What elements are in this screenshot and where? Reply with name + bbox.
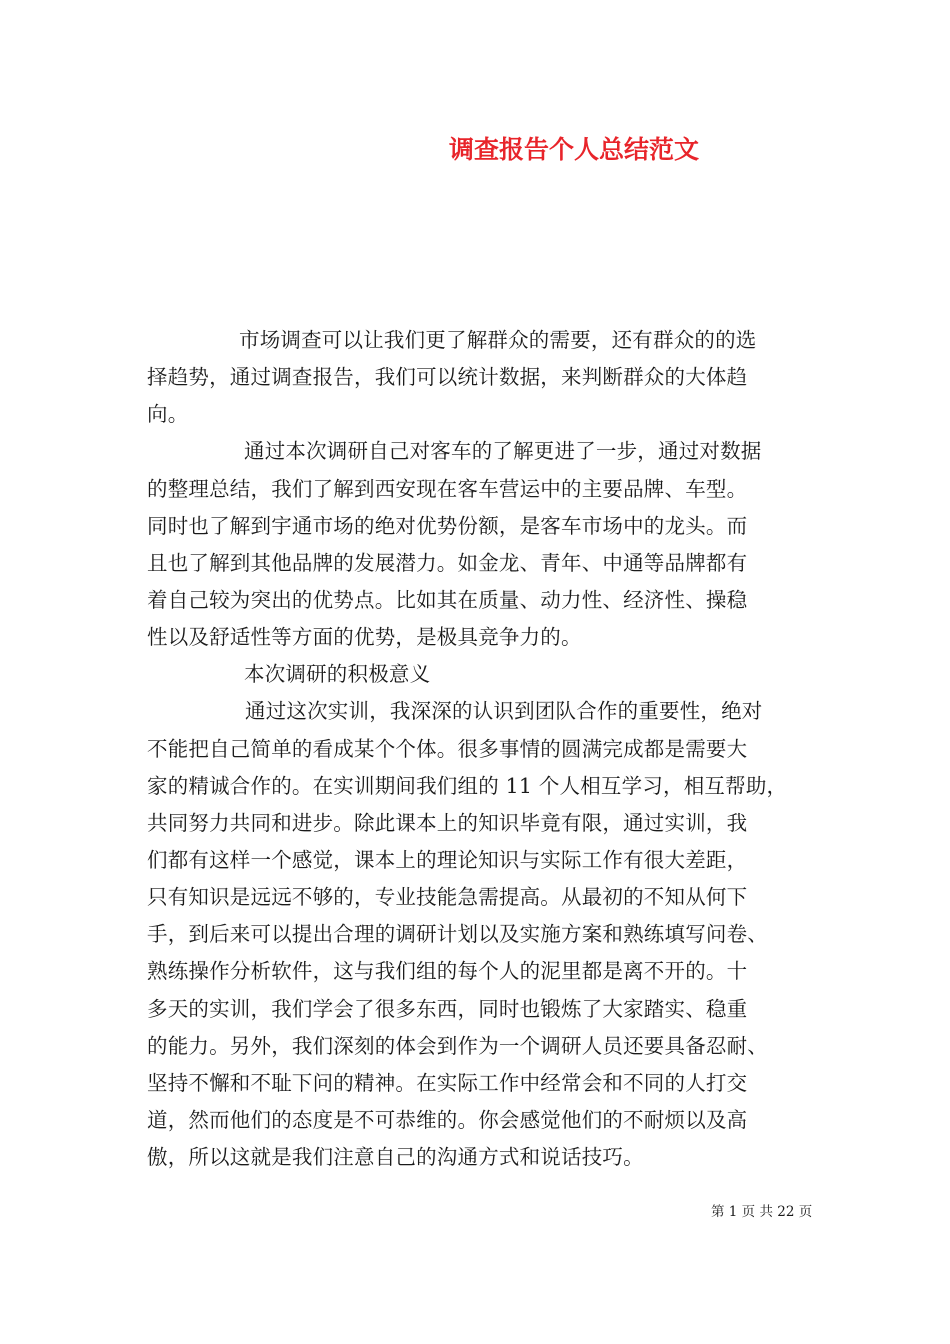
section-heading: 本次调研的积极意义: [244, 662, 431, 687]
body-line: 多天的实训，我们学会了很多东西，同时也锻炼了大家踏实、稳重: [147, 996, 748, 1021]
body-line: 通过本次调研自己对客车的了解更进了一步，通过对数据: [244, 439, 762, 464]
body-line: 共同努力共同和进步。除此课本上的知识毕竟有限，通过实训，我: [147, 810, 748, 835]
body-line: 着自己较为突出的优势点。比如其在质量、动力性、经济性、操稳: [147, 587, 748, 612]
body-line: 择趋势，通过调查报告，我们可以统计数据，来判断群众的大体趋: [147, 365, 748, 390]
body-line: 只有知识是远远不够的，专业技能急需提高。从最初的不知从何下: [147, 885, 748, 910]
body-line: 傲，所以这就是我们注意自己的沟通方式和说话技巧。: [147, 1145, 644, 1170]
body-line: 的整理总结，我们了解到西安现在客车营运中的主要品牌、车型。: [147, 476, 748, 501]
page-number-footer: 第 1 页 共 22 页: [711, 1204, 813, 1220]
body-line: 熟练操作分析软件，这与我们组的每个人的泥里都是离不开的。十: [147, 959, 748, 984]
body-line: 坚持不懈和不耻下问的精神。在实际工作中经常会和不同的人打交: [147, 1070, 748, 1095]
body-line: 且也了解到其他品牌的发展潜力。如金龙、青年、中通等品牌都有: [147, 550, 748, 575]
body-line: 道，然而他们的态度是不可恭维的。你会感觉他们的不耐烦以及高: [147, 1107, 748, 1132]
body-line: 同时也了解到宇通市场的绝对优势份额，是客车市场中的龙头。而: [147, 513, 748, 538]
body-line: 性以及舒适性等方面的优势，是极具竞争力的。: [147, 625, 582, 650]
document-title: 调查报告个人总结范文: [449, 135, 700, 164]
body-line: 的能力。另外，我们深刻的体会到作为一个调研人员还要具备忍耐、: [147, 1033, 768, 1058]
body-line: 家的精诚合作的。在实训期间我们组的 11 个人相互学习，相互帮助，: [147, 773, 788, 798]
body-line: 向。: [147, 402, 189, 427]
body-line: 不能把自己简单的看成某个个体。很多事情的圆满完成都是需要大: [147, 736, 748, 761]
document-body: [147, 322, 807, 1176]
body-line: 们都有这样一个感觉，课本上的理论知识与实际工作有很大差距，: [147, 847, 748, 872]
body-line: 手，到后来可以提出合理的调研计划以及实施方案和熟练填写问卷、: [147, 922, 768, 947]
body-line: 市场调查可以让我们更了解群众的需要，还有群众的的选: [239, 328, 757, 352]
body-line: 通过这次实训，我深深的认识到团队合作的重要性，绝对: [245, 699, 763, 724]
